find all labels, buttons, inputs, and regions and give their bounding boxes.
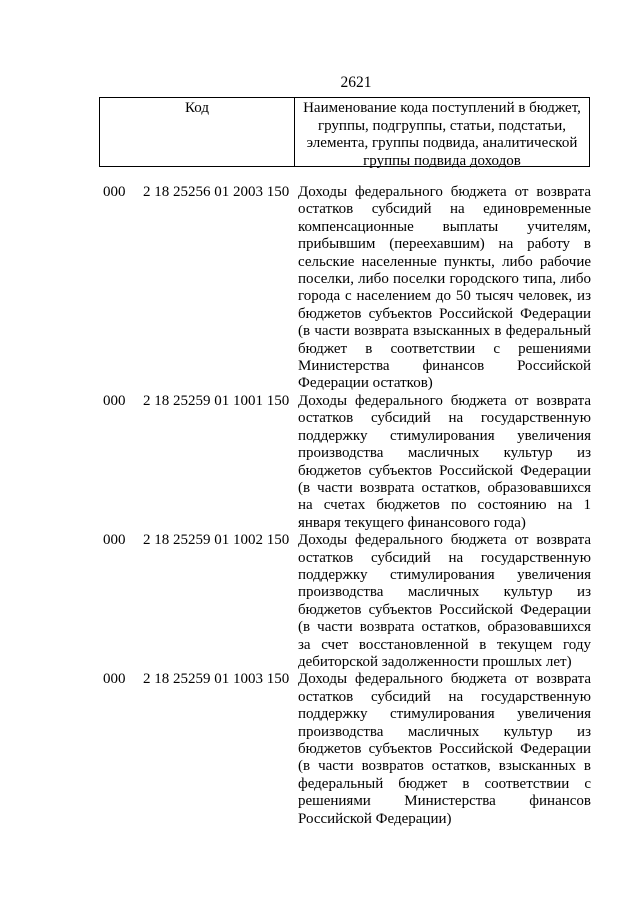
revenue-code: 2 18 25256 01 2003 150 — [143, 184, 290, 200]
table-row — [103, 184, 591, 393]
revenue-description: Доходы федерального бюджета от возврата остатков субсидий на государственную поддержку стимулирования увеличения производства масличных культур из бюджетов субъектов Российской Федерации (в части возврата остатков, образовавшихся за счет восстановленной в текущем году дебиторской задолженности прошлых лет) — [298, 532, 591, 670]
revenue-description: Доходы федерального бюджета от возврата остатков субсидий на государственную поддержку стимулирования увеличения производства масличных культур из бюджетов субъектов Российской Федерации (в части возвратов остатков, взысканных в федеральный бюджет в соответствии с решениями Министерства финансов Российской Федерации) — [298, 671, 591, 827]
table-header — [99, 97, 590, 167]
table-row — [103, 393, 591, 532]
revenue-description: Доходы федерального бюджета от возврата остатков субсидий на государственную поддержку стимулирования увеличения производства масличных культур из бюджетов субъектов Российской Федерации (в части возврата остатков, образовавшихся на счетах бюджетов по состоянию на 1 января текущего финансового года) — [298, 392, 591, 531]
table-row — [103, 532, 591, 671]
table-row — [103, 671, 591, 828]
page-number: 2621 — [340, 74, 372, 91]
admin-code: 000 — [103, 184, 126, 200]
revenue-code: 2 18 25259 01 1003 150 — [143, 671, 290, 688]
header-code: Код — [100, 98, 295, 166]
revenue-code: 2 18 25259 01 1002 150 — [143, 532, 290, 549]
table-body — [103, 184, 591, 828]
admin-code: 000 — [103, 532, 126, 549]
revenue-description: Доходы федерального бюджета от возврата остатков субсидий на единовременные компенсационные выплаты учителям, прибывшим (переехавшим) на работу в сельские населенные пункты, либо рабочие поселки, либо поселки городского типа, либо города с населением до 50 тысяч человек, из бюджетов субъектов Российской Федерации (в части возврата взысканных в федеральный бюджет в соответствии с решениями Министерства финансов Российской Федерации остатков) — [298, 184, 591, 392]
admin-code: 000 — [103, 392, 126, 409]
header-name: Наименование кода поступлений в бюджет, группы, подгруппы, статьи, подстатьи, элемента, группы подвида, аналитической группы подвида доходов — [303, 100, 581, 169]
revenue-code: 2 18 25259 01 1001 150 — [143, 392, 290, 409]
admin-code: 000 — [103, 671, 126, 688]
